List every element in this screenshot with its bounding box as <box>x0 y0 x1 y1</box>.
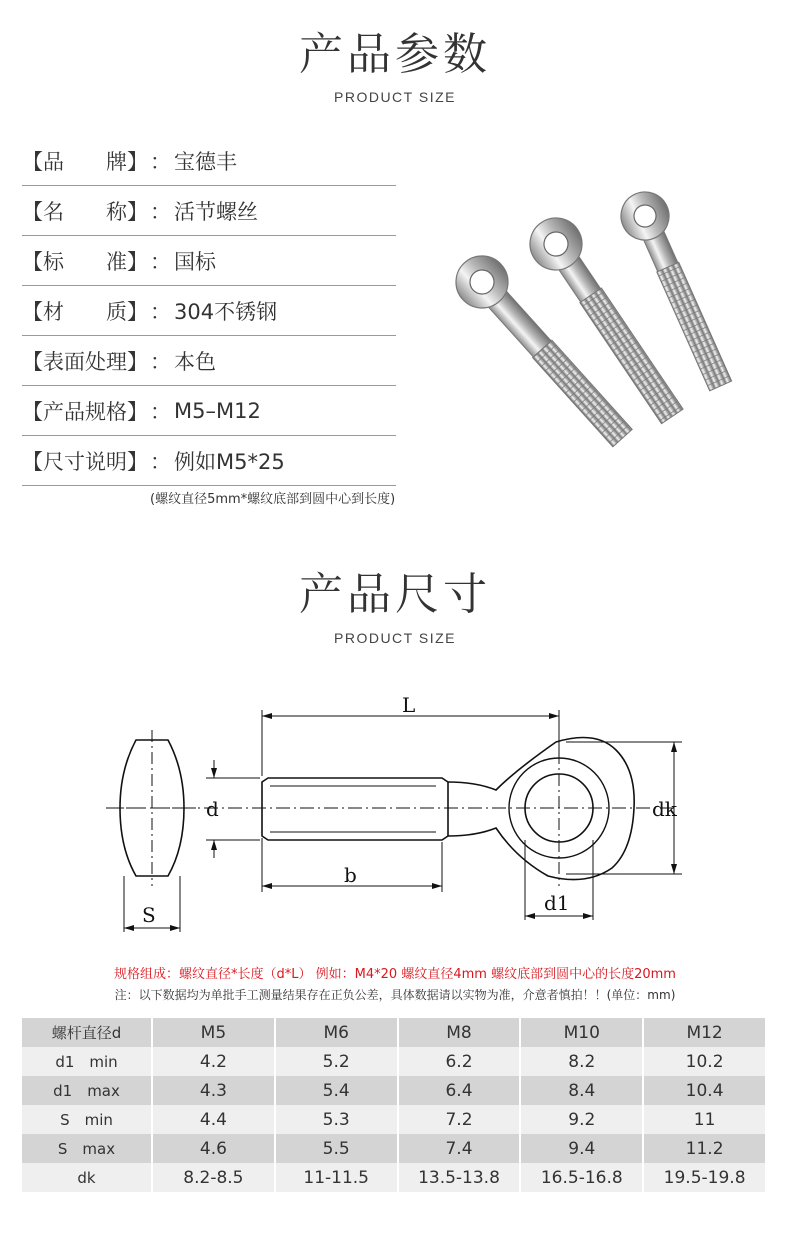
table-row <box>22 1047 766 1076</box>
table-row <box>22 1076 766 1105</box>
table-cell: 7.2 <box>398 1105 521 1134</box>
table-cell: 7.4 <box>398 1134 521 1163</box>
tolerance-note: 注：以下数据均为单批手工测量结果存在正负公差，具体数据请以实物为准，介意者慎拍！！(单位：mm) <box>114 988 676 1002</box>
table-row-label: d1 min <box>22 1047 152 1076</box>
table-cell: 16.5-16.8 <box>520 1163 643 1192</box>
section-subtitle-params: PRODUCT SIZE <box>334 89 456 105</box>
bolt-eye <box>448 738 634 880</box>
table-header-cell: M10 <box>520 1018 643 1047</box>
param-value: M5–M12 <box>174 398 261 423</box>
table-cell: 8.4 <box>520 1076 643 1105</box>
param-label: 【名 称】 <box>22 199 148 224</box>
table-cell: 11.2 <box>643 1134 766 1163</box>
product-photo <box>440 186 740 476</box>
param-label: 【标 准】 <box>22 249 148 274</box>
table-cell: 11 <box>643 1105 766 1134</box>
table-row-label: S max <box>22 1134 152 1163</box>
param-separator: ： <box>150 249 171 274</box>
param-label: 【品 牌】 <box>22 149 148 174</box>
param-separator: ： <box>150 349 171 374</box>
label-S: S <box>142 903 156 927</box>
param-separator: ： <box>150 149 171 174</box>
table-row-label: d1 max <box>22 1076 152 1105</box>
param-value: 国标 <box>174 249 216 274</box>
table-cell: 4.3 <box>152 1076 275 1105</box>
param-label: 【表面处理】 <box>22 349 148 374</box>
table-cell: 13.5-13.8 <box>398 1163 521 1192</box>
label-L: L <box>402 693 416 717</box>
param-label: 【尺寸说明】 <box>22 449 148 474</box>
label-dk: dk <box>652 797 677 821</box>
param-separator: ： <box>150 399 171 424</box>
table-row <box>22 1105 766 1134</box>
param-separator: ： <box>150 299 171 324</box>
param-row-spec <box>22 386 396 436</box>
dimension-drawing <box>96 690 706 940</box>
param-value: 本色 <box>174 349 216 374</box>
params-list <box>22 136 396 486</box>
table-row-label: dk <box>22 1163 152 1192</box>
table-cell: 10.2 <box>643 1047 766 1076</box>
table-header-cell: M8 <box>398 1018 521 1047</box>
param-separator: ： <box>150 199 171 224</box>
param-row-material <box>22 286 396 336</box>
section-title-dimensions: 产品尺寸 <box>299 569 491 620</box>
table-cell: 9.2 <box>520 1105 643 1134</box>
param-row-size-desc <box>22 436 396 486</box>
table-cell: 5.3 <box>275 1105 398 1134</box>
table-header-cell: M5 <box>152 1018 275 1047</box>
param-row-name <box>22 186 396 236</box>
section-subtitle-dimensions: PRODUCT SIZE <box>334 630 456 646</box>
param-label: 【产品规格】 <box>22 399 148 424</box>
param-note: (螺纹直径5mm*螺纹底部到圆中心到长度) <box>150 492 396 507</box>
param-value: 活节螺丝 <box>174 199 258 224</box>
table-cell: 9.4 <box>520 1134 643 1163</box>
label-d: d <box>206 797 219 821</box>
table-row <box>22 1163 766 1192</box>
param-value: 例如M5*25 <box>174 449 285 474</box>
table-cell: 4.2 <box>152 1047 275 1076</box>
label-d1: d1 <box>544 891 570 915</box>
table-cell: 6.4 <box>398 1076 521 1105</box>
param-label: 【材 质】 <box>22 299 148 324</box>
spec-table <box>22 1018 767 1192</box>
section-title-params: 产品参数 <box>299 29 491 80</box>
table-cell: 8.2 <box>520 1047 643 1076</box>
table-cell: 6.2 <box>398 1047 521 1076</box>
label-b: b <box>344 863 357 887</box>
table-header-cell: M12 <box>643 1018 766 1047</box>
param-row-surface <box>22 336 396 386</box>
table-cell: 8.2-8.5 <box>152 1163 275 1192</box>
spec-format-note: 规格组成：螺纹直径*长度（d*L） 例如：M4*20 螺纹直径4mm 螺纹底部到圆中心的长度20mm <box>114 967 676 982</box>
param-row-brand <box>22 136 396 186</box>
table-cell: 19.5-19.8 <box>643 1163 766 1192</box>
param-value: 宝德丰 <box>174 149 237 174</box>
table-row-label: S min <box>22 1105 152 1134</box>
table-header-row <box>22 1018 766 1047</box>
table-row <box>22 1134 766 1163</box>
param-row-standard <box>22 236 396 286</box>
param-value: 304不锈钢 <box>174 299 278 324</box>
table-cell: 11-11.5 <box>275 1163 398 1192</box>
param-separator: ： <box>150 449 171 474</box>
table-header-cell: 螺杆直径d <box>22 1018 152 1047</box>
table-cell: 4.4 <box>152 1105 275 1134</box>
table-header-cell: M6 <box>275 1018 398 1047</box>
table-cell: 5.5 <box>275 1134 398 1163</box>
table-cell: 5.2 <box>275 1047 398 1076</box>
table-cell: 10.4 <box>643 1076 766 1105</box>
table-cell: 4.6 <box>152 1134 275 1163</box>
table-cell: 5.4 <box>275 1076 398 1105</box>
bolt-shank <box>262 778 448 840</box>
